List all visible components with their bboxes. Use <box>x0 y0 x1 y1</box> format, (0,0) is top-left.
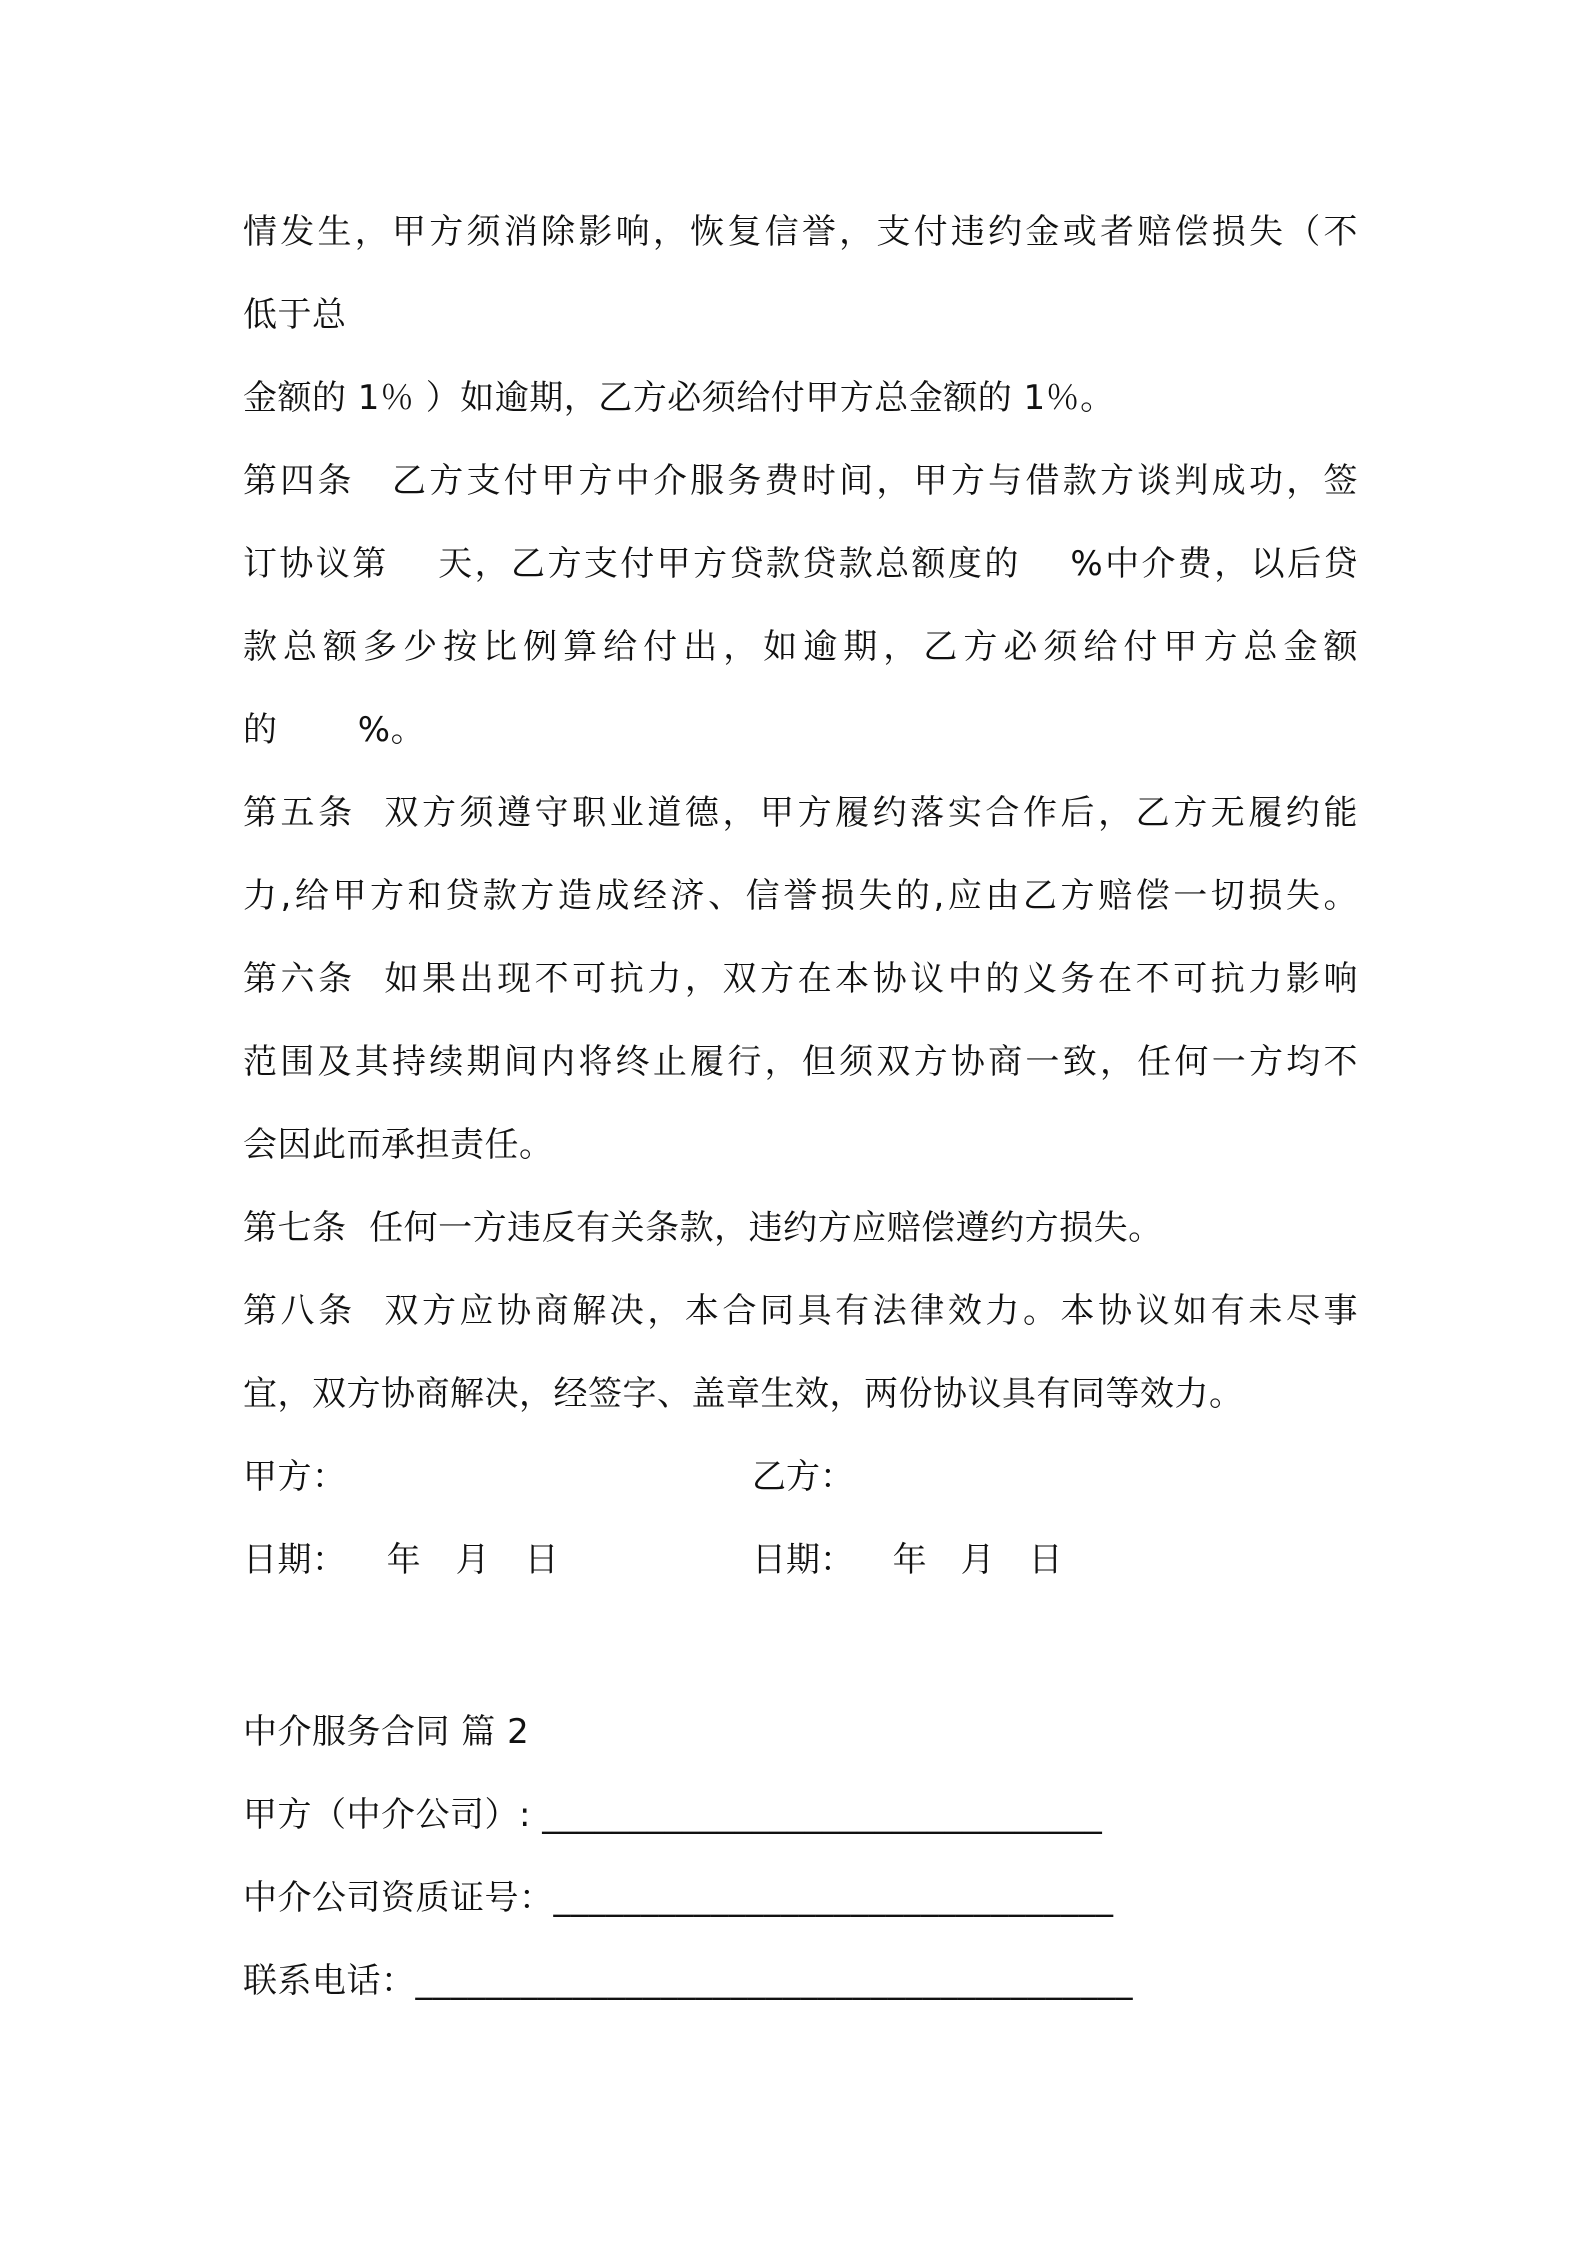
article-6-line: 第六条 如果出现不可抗力，双方在本协议中的义务在不可抗力影响 <box>243 959 1358 999</box>
paragraph-line: 情发生，甲方须消除影响，恢复信誉，支付违约金或者赔偿损失（不 <box>243 212 1358 252</box>
article-4-line: 款总额多少按比例算给付出，如逾期，乙方必须给付甲方总金额 <box>243 627 1358 667</box>
party-b-date: 日期： 年 月 日 <box>752 1540 1063 1580</box>
article-6-line: 会因此而承担责任。 <box>243 1125 554 1165</box>
license-number-field: 中介公司资质证号：________________________________ <box>243 1878 1114 1918</box>
article-5-line: 力,给甲方和贷款方造成经济、信誉损失的,应由乙方赔偿一切损失。 <box>243 876 1358 916</box>
agency-field: 甲方（中介公司）: ________________________________ <box>243 1795 1103 1835</box>
article-6-line: 范围及其持续期间内将终止履行，但须双方协商一致，任何一方均不 <box>243 1042 1358 1082</box>
party-a-date: 日期： 年 月 日 <box>243 1540 560 1580</box>
article-8-line: 第八条 双方应协商解决，本合同具有法律效力。本协议如有未尽事 <box>243 1291 1358 1331</box>
article-8-line: 宜，双方协商解决，经签字、盖章生效，两份协议具有同等效力。 <box>243 1374 1244 1414</box>
party-a-signature-label: 甲方： <box>243 1457 347 1497</box>
paragraph-line: 低于总 <box>243 295 347 335</box>
article-7-line: 第七条 任何一方违反有关条款，违约方应赔偿遵约方损失。 <box>243 1208 1163 1248</box>
article-4-line: 第四条 乙方支付甲方中介服务费时间，甲方与借款方谈判成功，签 <box>243 461 1358 501</box>
article-4-line: 订协议第 天，乙方支付甲方贷款贷款总额度的 %中介费，以后贷 <box>243 544 1358 584</box>
paragraph-line: 金额的 1％ ）如逾期，乙方必须给付甲方总金额的 1％。 <box>243 378 1115 418</box>
section-heading: 中介服务合同 篇 2 <box>243 1712 530 1752</box>
party-b-signature-label: 乙方： <box>752 1457 854 1497</box>
phone-field: 联系电话：_________________________________________ <box>243 1961 1133 2001</box>
article-4-line: 的 %。 <box>243 710 426 750</box>
article-5-line: 第五条 双方须遵守职业道德，甲方履约落实合作后，乙方无履约能 <box>243 793 1358 833</box>
